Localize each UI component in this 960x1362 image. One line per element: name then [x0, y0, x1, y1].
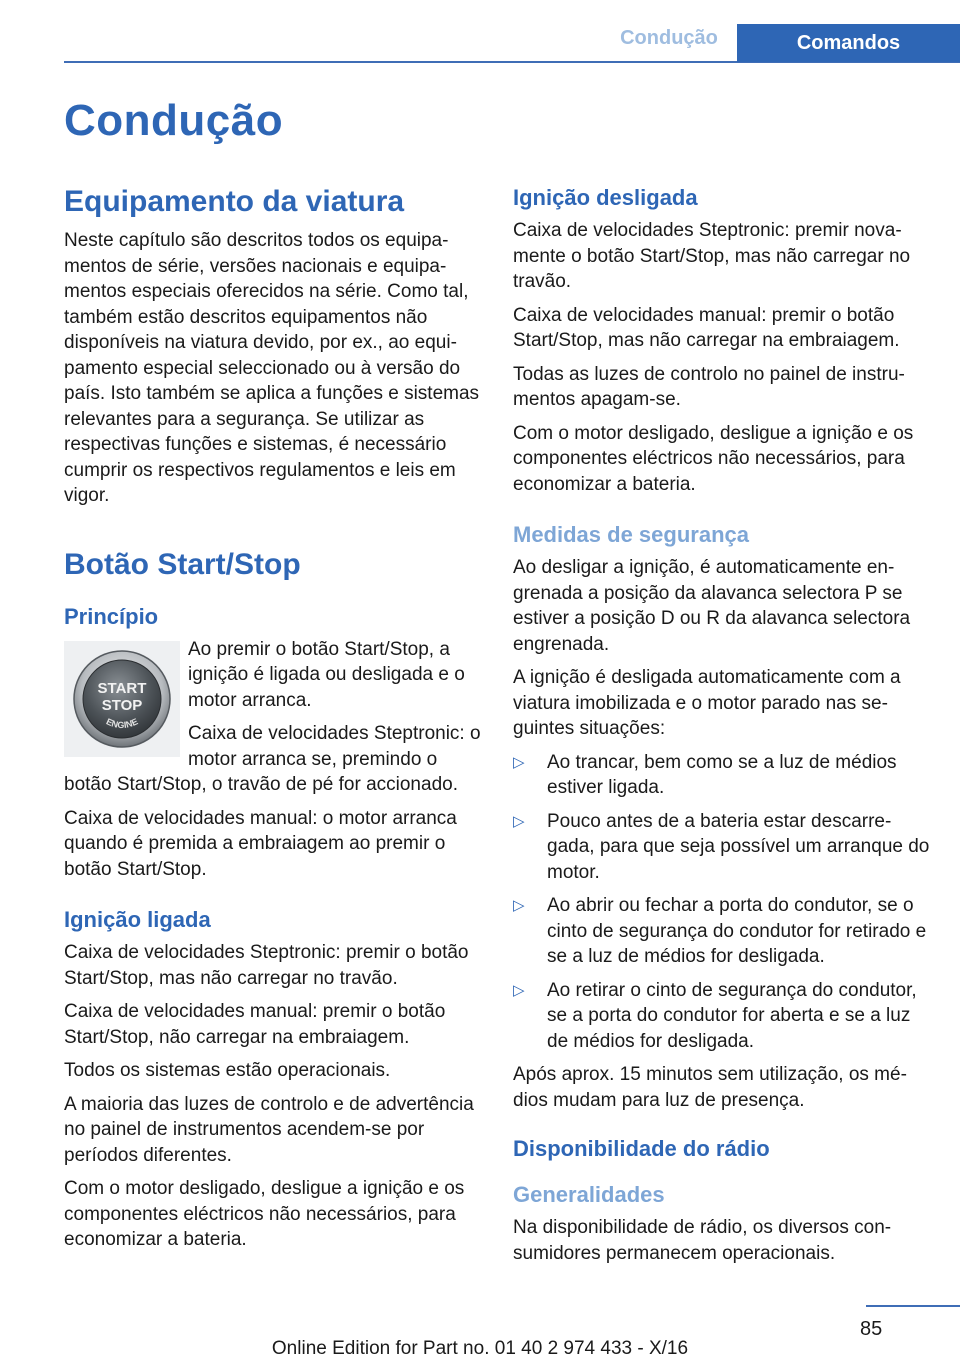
triangle-bullet-icon: ▷ — [513, 981, 525, 999]
list-item-text: Ao retirar o cinto de segurança do condutor, se a porta do condutor for aberta e se a luz de médios for desligada. — [547, 979, 917, 1052]
medidas-p3: Após aprox. 15 minutos sem utilização, os médios mudam para luz de presença. — [513, 1064, 907, 1111]
equip-text: Neste capítulo são descritos todos os equipamentos de série, versões nacionais e equipamentos especiais oferecidos na série. Como tal, também estão descritos equipamentos não disponíveis na viatura devido, por ex., ao equipamento especial seleccionado ou à versão do país. Isto também se aplica a funções e sistemas relevantes para a segurança. Se utilizar as respectivas funções e sistemas, é necessário cumprir os respectivos regulamentos e leis em vigor. — [64, 230, 480, 506]
desligada-p2: Caixa de velocidades manual: premir o botão Start/Stop, mas não carregar na embraiagem. — [513, 304, 900, 351]
icon-label-engine: ENGINE — [104, 715, 140, 730]
triangle-bullet-icon: ▷ — [513, 812, 525, 830]
page-title: Condução — [64, 96, 284, 145]
desligada-p4: Com o motor desligado, desligue a ignição e os componentes eléctricos não necessários, para economizar a bateria. — [513, 422, 914, 495]
medidas-p1: Ao desligar a ignição, é automaticamente engrenada a posição da alavanca selectora P se estiver a posição D ou R da alavanca selectora engrenada. — [513, 557, 911, 655]
desligada-heading: Ignição desligada — [513, 185, 698, 210]
footer-edition: Online Edition for Part no. 01 40 2 974 433 - X/16 — [271, 1338, 689, 1359]
list-item — [513, 893, 931, 970]
principio-p3: Caixa de velocidades manual: o motor arranca quando é premida a embraiagem ao premir o botão Start/Stop. — [64, 807, 457, 880]
triangle-bullet-icon: ▷ — [513, 753, 525, 771]
header-tab-comandos[interactable]: Comandos — [737, 24, 960, 62]
desligada-p1: Caixa de velocidades Steptronic: premir novamente o botão Start/Stop, mas não carregar no travão. — [513, 220, 911, 292]
medidas-p2: A ignição é desligada automaticamente com a viatura imobilizada e o motor parado nas seguintes situações: — [513, 667, 901, 739]
radio-heading: Disponibilidade do rádio — [513, 1136, 770, 1161]
start-stop-button-image — [64, 641, 180, 757]
principio-heading: Princípio — [64, 603, 159, 629]
triangle-bullet-icon: ▷ — [513, 897, 525, 914]
left-column — [64, 184, 482, 1261]
medidas-heading: Medidas de segurança — [513, 522, 749, 547]
generalidades-heading: Generalidades — [513, 1182, 665, 1207]
ligada-p5: Com o motor desligado, desligue a ignição e os componentes eléctricos não necessários, para economizar a bateria. — [64, 1178, 465, 1250]
icon-label-start: START — [97, 679, 147, 697]
list-item-text: Pouco antes de a bateria estar descarregada, para que seja possível um arranque do motor. — [547, 810, 930, 883]
ligada-p4: A maioria das luzes de controlo e de advertência no painel de instrumentos acendem-se por períodos diferentes. — [64, 1093, 474, 1166]
botao-heading: Botão Start/Stop — [64, 547, 301, 581]
list-item-text: Ao trancar, bem como se a luz de médios estiver ligada. — [547, 751, 897, 798]
principio-p2: Caixa de velocidades Steptronic: o motor arranca se, premindo o botão Start/Stop, o travão de pé for accionado. — [64, 723, 481, 795]
list-item — [513, 809, 931, 886]
generalidades-p1: Na disponibilidade de rádio, os diversos consumidores permanecem operacionais. — [513, 1217, 892, 1264]
desligada-p3: Todas as luzes de controlo no painel de instrumentos apagam-se. — [513, 363, 905, 410]
medidas-list — [513, 750, 931, 1055]
ligada-p3: Todos os sistemas estão operacionais. — [64, 1060, 391, 1081]
equip-heading: Equipamento da viatura — [64, 185, 405, 218]
list-item-text: Ao abrir ou fechar a porta do condutor, se o cinto de segurança do condutor for retirado e se a luz de médios for desligada. — [547, 895, 927, 967]
ligada-p1: Caixa de velocidades Steptronic: premir o botão Start/Stop, mas não carregar no travão. — [64, 942, 469, 989]
start-stop-icon — [64, 641, 180, 757]
principio-p1: Ao premir o botão Start/Stop, a ignição é ligada ou desligada e o motor arranca. — [188, 638, 465, 711]
page-number: 85 — [860, 1318, 883, 1340]
right-column — [513, 184, 931, 1274]
ligada-p2: Caixa de velocidades manual: premir o botão Start/Stop, não carregar na embraiagem. — [64, 1001, 446, 1048]
ligada-heading: Ignição ligada — [64, 907, 211, 932]
header-tab-conducao[interactable]: Condução — [620, 27, 718, 49]
list-item — [513, 750, 931, 801]
icon-label-stop: STOP — [101, 696, 143, 714]
footer-rule — [866, 1305, 960, 1307]
list-item — [513, 978, 931, 1055]
